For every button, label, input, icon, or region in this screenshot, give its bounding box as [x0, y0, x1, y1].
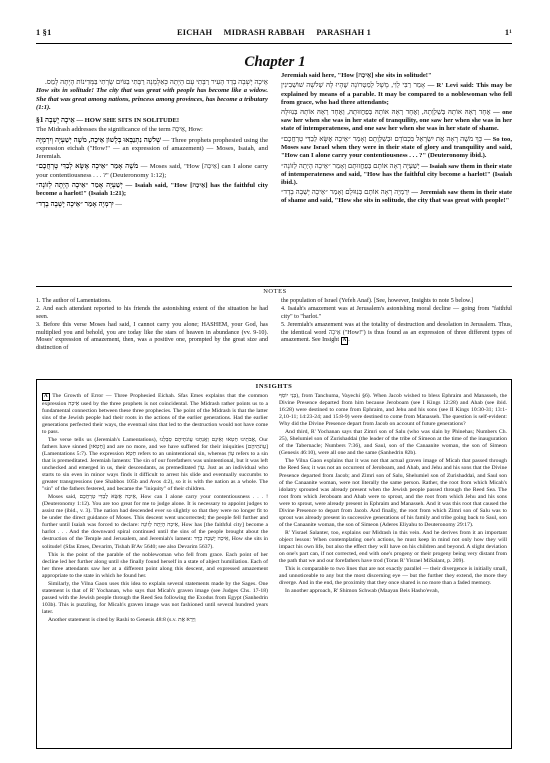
p3-text: — Isaiah said, "How [אֵיכָה] has the faithful city become a harlot!" (Isaiah 1:21); — [36, 181, 269, 198]
section-title: — HOW SHE SITS IN SOLITUDE! — [76, 116, 180, 124]
intro-text: The Midrash addresses the significance of the term אֵיכָה, How: — [36, 126, 203, 134]
right-p6 — [281, 188, 512, 205]
section-heading — [36, 116, 268, 125]
right-p2-text: — R' Levi said: This may be explained by means of a parable. It may be compared to a noblewoman who fell from grace, who had three attendants; — [281, 82, 512, 106]
right-p4 — [281, 135, 512, 160]
right-p3-hebrew: אֶחָד רְאָהּ אוֹתָהּ בְּשַׁלְוָתָהּ, וְאֶחָד רְאָהּ אוֹתָהּ בְּפַחֲזוּתָהּ, וְאֶחָד רְאָהּ אוֹתָהּ בְּנִוּוּלָהּ — [281, 108, 491, 117]
verse-translation: How sits in solitude! The city that was great with people has become like a widow. She that was great among nations, princess among provinces, has become a tributary (1:1). — [36, 87, 268, 111]
insight-paragraph: The Vilna Gaon explains that it was not that actual graven image of Micah that passed through the Reed Sea; it was not an occurrent of Jeroboam, and Ahab, and Jehu and his sons that the Divine Presence departed from Jacob; and Zimri son of Salu, Shelumiel son of Zurishaddai, and Saul son of the Canaanite woman, were not literally the same person. Rather, the root from which Micah's idolatry sprouted was already present when the Jewish people passed through the Reed Sea. The root from which Jeroboam and Ahab were to sprout, and the root from which Jehu and his sons were to sprout, were already present in Ephraim and Manasseh. And it was this root that caused the Divine Presence to depart from Jacob. And finally, the root from which Zimri son of Salu was to sprout was already present in successive generations of his family and tribe going back to Saul, son of the Canaanite woman, the son of Simeon (Aderes Eliyahu to Deuteronomy 29:17). — [279, 458, 507, 528]
header-rule — [36, 43, 512, 44]
insights-title: INSIGHTS — [255, 383, 293, 390]
note-3-continued: the population of Israel (Yefeh Anaf). [See, however, Insights to note 5 below.] — [281, 298, 474, 304]
note-2: 2. And each attendant reported to his friends the astonishing extent of the situation he had seen. — [36, 306, 268, 320]
right-p3-text: — one saw her when she was in her state of tranquility, one saw her when she was in her state of intemperateness, and one saw her when she was in her state of shame. — [281, 109, 512, 133]
header-left: 1 §1 — [36, 28, 52, 37]
p4-text: — — [115, 200, 123, 208]
notes-left-column — [36, 298, 268, 353]
insight-paragraph: In another approach, R' Shimon Schwab (Maayan Beis Hasho'evah, — [285, 588, 439, 595]
note-3: 3. Before this verse Moses had said, I cannot carry you alone; HASHEM, your God, has multiplied you and behold, you are today like the stars of heaven in abundance (vv. 9-10). Moses' expression of amazement, then, was a positive one, prompted by the great size and distinction of — [36, 322, 268, 351]
insight-paragraph: The verse tells us (Jeremiah's Lamentations), אֲבֹתֵינוּ חָטְאוּ וְאֵינָם וַאֲנַחְנוּ עֲוֹנֹתֵיהֶם סָבָלְנוּ, Our fathers have sinned [חָטְאוּ] and are no more, and we have suffered for their iniquities [עֲוֹנֹתֵיהֶם] (Lamentations 5:7). The expression חֵטְא refers to an unintentional sin, whereas עָוֹן refers to a sin that is premeditated. Jeremiah laments: The sin of our forefathers was unintentional, but it was left unchecked and emerged in us, their descendants, as premeditated עָוֹן. Just as an individual who starts to sin even in minor ways finds it difficult to arrest his slide and eventually succumbs to greater transgressions (see Shabbos 105b and Avos 4:2), so it is with the nation as a whole. The "sin" of the fathers festered, and became the "iniquity" of their children. — [42, 436, 268, 493]
insight-paragraph: This is comparable to two lines that are not exactly parallel — their divergence is initially small, and unnoticeable to any but the most discerning eye — but the further they extend, the more they diverge. And in the end, the proximity that they once shared is no more than a faded memory. — [279, 566, 507, 587]
right-p4-text: — So too, Moses saw Israel when they were in their state of glory and tranquility and said, "How can I alone carry your contentiousness . . . ?" (Deuteronomy ibid.). — [281, 135, 512, 160]
right-p5-hebrew: יְשַׁעְיָה רָאָה אוֹתָם בְּפַחֲזוּתָם וְאָמַר ״אֵיכָה הָיְתָה לְזוֹנָה״ — [281, 161, 420, 170]
p2-text: — Moses said, "How [אֵיכָה] can I alone carry your contentiousness . . . ?" (Deuteronomy 1:12); — [36, 163, 268, 179]
right-p3 — [281, 108, 512, 133]
note-1: 1. The author of Lamentations. — [36, 298, 112, 304]
chapter-title: Chapter 1 — [244, 54, 306, 70]
section-hebrew: אֵיכָה יָשְׁבָה — [45, 115, 75, 124]
right-p6-text: — Jeremiah saw them in their state of shame and said, "How she sits in solitude, the city that was great with people!" — [281, 189, 513, 205]
right-p1: Jeremiah said here, "How [אֵיכָה] she sits in solitude!" — [281, 72, 432, 79]
p1-hebrew: שְׁלֹשָׁה נִתְנַבְּאוּ בְּלָשׁוֹן אֵיכָה, מֹשֶׁה יְשַׁעְיָה וְיִרְמְיָה — [36, 135, 161, 144]
paragraph-2 — [36, 162, 268, 179]
right-p5 — [281, 162, 512, 187]
right-p6-hebrew: יִרְמְיָה רָאָה אוֹתָם בְּנִוּוּלָם וְאָמַר ״אֵיכָה יָשְׁבָה בָדָד״ — [281, 188, 410, 197]
right-p5-text: — Isaiah saw them in their state of intemperateness and said, "How has the faithful city become a harlot!" (Isaiah ibid.). — [281, 162, 512, 186]
insights-box — [36, 379, 512, 749]
right-p2 — [281, 81, 512, 106]
header-right: 1¹ — [504, 28, 512, 37]
note-4: 4. Isaiah's amazement was at Jerusalem's astonishing moral decline — going from "faithful city" to "harlot." — [281, 306, 512, 320]
p4-hebrew: יִרְמְיָה אָמַר ״אֵיכָה יָשְׁבָה בָדָד״ — [36, 199, 114, 208]
insight-paragraph: Moses said, אֵיכָה אֶשָּׂא לְבַדִּי טָרְחֲכֶם, How can I alone carry your contentiousness . . . ! (Deuteronomy 1:12). You are too great for me to judge alone. It is necessary to appoint judges to assist me (ibid., v. 3). The nation had descended ever so slightly so that they were no longer fit to be under the direct guidance of Moses. This descent went uncorrected; the people fell further and further until Isaiah was forced to declare: אֵיכָה הָיְתָה לְזוֹנָה, How has [the faithful city] become a harlot . . . And the downward spiral continued until the sins of the people brought about the destruction of the Temple and Jerusalem, and Jeremiah's lament: אֵיכָה יָשְׁבָה בָדָד, How she sits in solitude! (Sfas Emes, Devarim, Tishah B'Av 5640; see also Devarim 5637). — [42, 494, 269, 550]
paragraph-1 — [36, 136, 268, 161]
paragraph-4 — [36, 200, 268, 209]
right-column — [281, 72, 512, 207]
notes-title: NOTES — [263, 288, 287, 295]
insight-badge: A — [44, 394, 48, 399]
right-p4-hebrew: כָּךְ מֹשֶׁה רָאָה אֶת יִשְׂרָאֵל בִּכְבוֹדָם וּבְשַׁלְוָתָם וְאָמַר ״אֵיכָה אֶשָּׂא לְבַדִּי טָרְחֲכֶם״ — [281, 134, 483, 143]
notes-right-column — [281, 298, 512, 345]
insight-paragraph: Similarly, the Vilna Gaon uses this idea to explain several statements made by the Sages. One statement is that of R' Yochanan, who says that Micah's graven image (see Judges Chs. 17-18) passed with the Jewish people through the Reed Sea following the Exodus from Egypt (Sanhedrin 103b). This is puzzling, for Micah's graven image was not fashioned until several hundred years later. — [42, 580, 268, 615]
paragraph-3 — [36, 181, 268, 198]
right-p2-hebrew: אָמַר רַבִּי לֵוִי, מָשָׁל לְמַטְרוֹנָה שֶׁהָיוּ לָהּ שְׁלֹשָׁה שׁוֹשְׁבִינִין — [281, 81, 426, 90]
insight-paragraph: R' Yisrael Salanter, too, explains our Midrash in this vein. And he derives from it an important object lesson: When contemplating one's actions, he must keep in mind not only how they will impact his own life, but also the effect they will have on his children and beyond. A slight deviation on one's part can, if not corrected, end with one's progeny or their progeny being very distant from the path that we and our forefathers have trod (Toras R' Yisrael MiSalant, p. 209). — [279, 529, 507, 565]
header-center: EICHAH MIDRASH RABBAH PARASHAH 1 — [177, 28, 371, 37]
insights-left-column — [42, 393, 268, 625]
insight-paragraph — [42, 393, 268, 436]
left-column — [36, 78, 268, 210]
running-header — [36, 28, 512, 42]
p1-text: — Three prophets prophesied using the expression eichah ("How!" — an expression of amazement) — Moses, Isaiah, and Jeremiah. — [36, 136, 268, 160]
insight-badge-ref: A — [342, 338, 347, 344]
note-5: 5. Jeremiah's amazement was at the totality of destruction and desolation in Jerusalem. Thus, the identical word אֵיכָה ("How!") is thus found as an expression of three different types of amazement. See Insight A . — [281, 322, 512, 344]
p3-hebrew: יְשַׁעְיָה אָמַר ״אֵיכָה הָיְתָה לְזוֹנָה״ — [36, 180, 123, 189]
insights-right-column — [279, 393, 507, 596]
insight-paragraph: And third, R' Yochanan says that Zimri son of Salu (who was slain by Phinehas; Numbers Ch. 25), Shelumiel son of Zurishaddai (the leader of the tribe of Simeon at the time of the inauguration of the Tabernacle; Numbers 7:36), and Saul, son of the Canaanite woman, the son of Simeon (Genesis 46:10), were all one and the same (Sanhedrin 82b). — [279, 429, 507, 457]
insight-text: The Growth of Error — Three Prophesied Eichah. Sfas Emes explains that the common expression אֵיכָה used by the three prophets is not coincidental. The Midrash rather points us to a fundamental connection between these three prophecies. The point of the Midrash is that the latter sins of the Jewish people had their roots in the actions of the earlier generations. Had the earlier generations perfected their ways, the eventual sins that led to the destruction would not have come to pass. — [42, 393, 268, 435]
insight-paragraph: Another statement is cited by Rashi to Genesis 48:8 (s.v. וַיַּרְא אֶת — [48, 617, 196, 623]
note-5-text: 5. Jeremiah's amazement was at the totality of destruction and desolation in Jerusalem. Thus, the identical word אֵיכָה ("How!") is thus found as an expression of three different types of amazement. See Insight — [281, 322, 512, 344]
section-number: §1 — [36, 114, 44, 124]
insight-paragraph: This is the point of the parable of the noblewoman who fell from grace. Each point of her decline led her further along until she finally found herself in a state of abject humiliation. Each of her three attendants saw her at a different point along this descent, and expressed amazement appropriate to the state in which he found her. — [42, 551, 268, 579]
verse-hebrew: אֵיכָה יָשְׁבָה בָדָד הָעִיר רַבָּתִי עָם הָיְתָה כְּאַלְמָנָה רַבָּתִי בַגּוֹיִם שָׂרָתִי בַּמְּדִינוֹת הָיְתָה לָמַס. — [45, 78, 268, 86]
notes-rule — [36, 286, 512, 287]
p2-hebrew: מֹשֶׁה אָמַר ״אֵיכָה אֶשָּׂא לְבַדִּי טָרְחֲכֶם״ — [36, 162, 139, 171]
insight-paragraph: בְּנֵי יוֹסֵף), from Tanchuma, Vayechi §6). When Jacob wished to bless Ephraim and Manasseh, the Divine Presence departed from him because Jeroboam (see I Kings 12:28) and Ahab (see ibid. 16:28) were destined to come from Ephraim, and Jehu and his sons (see II Kings 10:30-31; 13:1-2,10-11; 14:23-24; and 15:8-9) were destined to come from Manasseh. The question is self-evident: Why did the Divine Presence depart from Jacob on account of future generations? — [279, 393, 508, 428]
